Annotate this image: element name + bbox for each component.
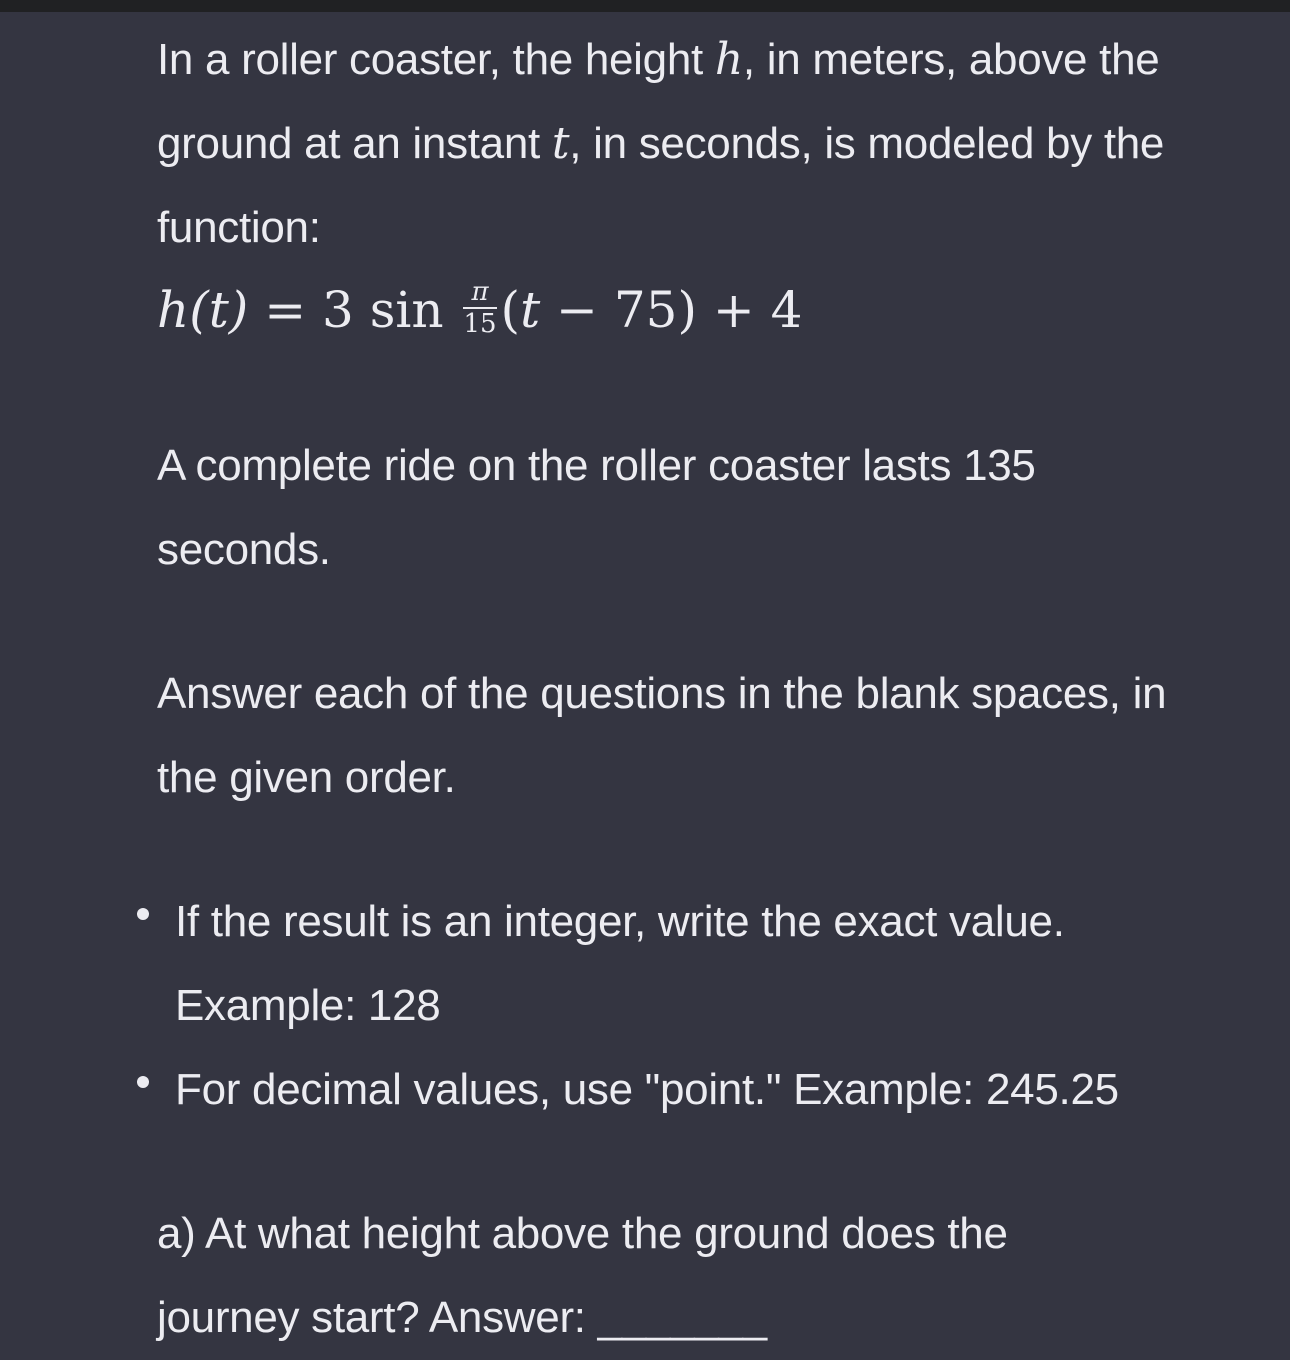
rules-list (157, 880, 1227, 1132)
formula-lhs: h(t) (157, 281, 249, 339)
formula-fraction (463, 279, 496, 337)
bullet-icon (137, 908, 149, 920)
list-item (157, 1048, 1227, 1132)
ride-duration-paragraph: A complete ride on the roller coaster lasts 135 seconds. (157, 441, 1036, 574)
intro-text-a: In a roller coaster, the height (157, 35, 715, 84)
list-item (157, 880, 1227, 1048)
rule-text: If the result is an integer, write the exact value. Example: 128 (175, 897, 1065, 1030)
height-formula (157, 268, 802, 352)
instructions-paragraph: Answer each of the questions in the blank spaces, in the given order. (157, 669, 1167, 802)
intro-text-b: , in meters, above the ground at an instant (157, 35, 1160, 168)
formula-rhs: − 75) + 4 (540, 281, 803, 339)
top-bar (0, 0, 1290, 12)
formula-equals: = 3 sin (248, 281, 460, 339)
intro-text-c: , in seconds, is modeled by the function: (157, 119, 1165, 252)
rule-text: For decimal values, use "point." Example: 245.25 (175, 1065, 1119, 1114)
part-a-question: a) At what height above the ground does the journey start? Answer: _______ (157, 1209, 1008, 1342)
intro-paragraph (157, 18, 1227, 270)
fraction-numerator: π (471, 277, 489, 307)
formula-variable-t: t (520, 281, 541, 339)
formula-open-paren: ( (500, 281, 521, 339)
variable-h: h (714, 34, 743, 85)
bullet-icon (137, 1076, 149, 1088)
fraction-denominator: 15 (463, 309, 497, 339)
variable-t: t (551, 118, 570, 169)
